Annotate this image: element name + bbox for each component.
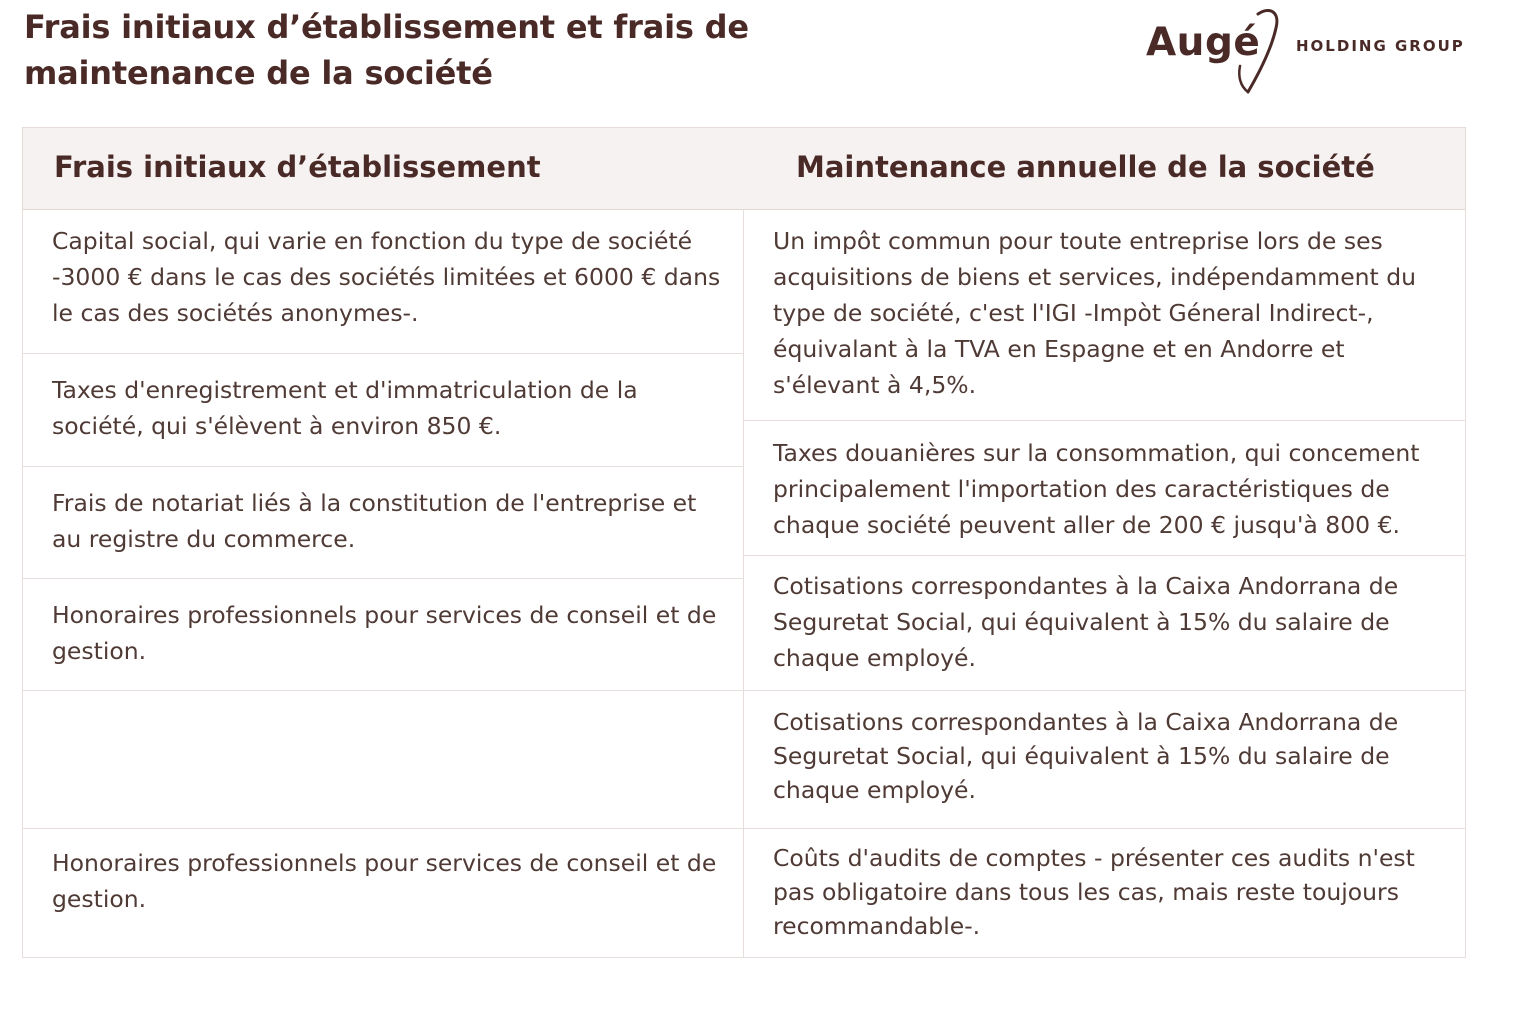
cell-text: Capital social, qui varie en fonction du type de société -3000 € dans le cas des sociétés limitées et 6000 € dans le cas des sociétés anonymes-.	[52, 227, 721, 327]
table-header	[23, 128, 1465, 210]
cell-text: Frais de notariat liés à la constitution de l'entreprise et au registre du commerce.	[52, 489, 697, 553]
cell-text: Coûts d'audits de comptes - présenter ces audits n'est pas obligatoire dans tous les cas, mais reste toujours recommandable-.	[773, 844, 1415, 940]
table-cell-maintenance	[744, 556, 1465, 691]
table-cell-maintenance	[744, 829, 1465, 957]
cell-text: Honoraires professionnels pour services de conseil et de gestion.	[52, 601, 717, 665]
table-cell-initial	[23, 467, 743, 579]
cell-text: Honoraires professionnels pour services de conseil et de gestion.	[52, 849, 717, 913]
logo-tagline: HOLDING GROUP	[1296, 37, 1465, 55]
cell-text: Cotisations correspondantes à la Caixa Andorrana de Seguretat Social, qui équivalent à 15% du salaire de chaque employé.	[773, 708, 1399, 804]
logo-swoosh-icon	[1228, 6, 1288, 98]
table-cell-initial	[23, 209, 743, 354]
logo-wordmark: Augé	[1146, 20, 1261, 65]
table-cell-initial	[23, 354, 743, 467]
column-header-annual-maintenance: Maintenance annuelle de la société	[796, 150, 1375, 184]
cell-text: Taxes douanières sur la consommation, qui concement principalement l'importation des caractéristiques de chaque société peuvent aller de 200 € jusqu'à 800 €.	[773, 439, 1420, 539]
table-cell-maintenance	[744, 209, 1465, 421]
company-logo	[1140, 6, 1480, 102]
column-header-initial-fees: Frais initiaux d’établissement	[54, 150, 541, 184]
fees-table	[22, 127, 1466, 958]
page-title: Frais initiaux d’établissement et frais de maintenance de la société	[24, 8, 749, 92]
table-cell-initial	[23, 829, 743, 957]
cell-text: Cotisations correspondantes à la Caixa Andorrana de Seguretat Social, qui équivalent à 15% du salaire de chaque employé.	[773, 572, 1399, 672]
table-cell-maintenance	[744, 421, 1465, 556]
cell-text: Un impôt commun pour toute entreprise lors de ses acquisitions de biens et services, indépendamment du type de société, c'est l'IGI -Impòt Géneral Indirect-, équivalant à la TVA en Espagne et en Andorre et s'élevant à 4,5%.	[773, 227, 1417, 399]
table-cell-initial	[23, 579, 743, 691]
table-cell-maintenance	[744, 691, 1465, 829]
table-cell-initial-empty	[23, 691, 743, 829]
cell-text: Taxes d'enregistrement et d'immatriculation de la société, qui s'élèvent à environ 850 €.	[52, 376, 638, 440]
